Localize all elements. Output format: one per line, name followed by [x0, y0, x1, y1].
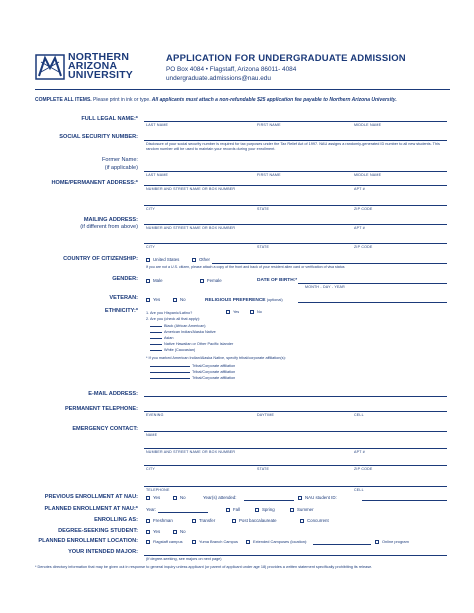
degree-yes-label: Yes — [153, 529, 161, 534]
ssn-input[interactable] — [144, 140, 447, 141]
footnote: * Denotes directory information that may be given out in response to general inquiry unless applicant (or parent of applicant under age 18) provides a written statement specifically prohibiting its release. — [35, 565, 373, 569]
veteran-no-label: No — [180, 297, 186, 302]
degree-yes-option[interactable] — [146, 529, 160, 534]
instructions-normal: Please print in ink or type. — [91, 97, 151, 103]
emergency-state-label: STATE — [257, 467, 270, 471]
tribal-list — [150, 363, 235, 381]
prev-yes-option[interactable] — [146, 495, 160, 500]
year-label: Year: — [146, 507, 157, 512]
prev-no-label: No — [180, 495, 186, 500]
loc-online-label: Online program — [382, 539, 409, 544]
tribal-label: Tribal/Corporate affiliation — [192, 364, 236, 368]
hispanic-no-label: No — [257, 310, 262, 314]
checkbox-icon — [173, 496, 177, 500]
checkbox-icon — [146, 298, 150, 302]
citizenship-other-option[interactable] — [192, 257, 210, 262]
univ-line-3: UNIVERSITY — [68, 69, 134, 81]
checkbox-icon — [146, 496, 150, 500]
race-blank — [150, 338, 162, 339]
gender-female-label: Female — [207, 278, 222, 283]
tel-cell-label: CELL — [354, 413, 364, 417]
emergency-city-label: CITY — [146, 467, 155, 471]
telephone-input[interactable] — [144, 411, 447, 412]
mailing-address-label: MAILING ADDRESS: — [83, 217, 138, 223]
tel-evening-label: EVENING — [146, 413, 164, 417]
former-name-label: Former Name: — [101, 157, 138, 163]
instructions-emphasis: All applicants must attach a non-refundable $25 application fee payable to Northern Arizona University. — [150, 97, 397, 103]
religious-title: RELIGIOUS PREFERENCE — [205, 298, 266, 303]
degree-seeking-label: DEGREE-SEEKING STUDENT: — [58, 528, 138, 534]
emergency-name-input[interactable] — [144, 431, 447, 432]
tribal-blank — [150, 366, 190, 367]
checkbox-icon — [298, 496, 302, 500]
former-last-label: LAST NAME — [146, 173, 169, 177]
enroll-concurrent-label: Concurrent — [307, 518, 329, 523]
dob-input[interactable] — [298, 283, 447, 284]
mail-city-input[interactable] — [144, 243, 447, 244]
tribal-label: Tribal/Corporate affiliation — [192, 370, 236, 374]
tribal-blank — [150, 372, 190, 373]
term-spring-label: Spring — [262, 507, 275, 512]
religious-input[interactable] — [298, 302, 447, 303]
enroll-transfer-option[interactable] — [192, 518, 215, 523]
former-middle-label: MIDDLE NAME — [354, 173, 382, 177]
loc-extended-option[interactable] — [246, 539, 307, 544]
mail-apt-label: APT # — [354, 226, 365, 230]
ethnicity-q1 — [146, 311, 192, 316]
loc-yuma-label: Yuma Branch Campus — [199, 539, 238, 544]
veteran-no-option[interactable] — [173, 297, 186, 302]
checkbox-icon — [146, 540, 150, 544]
tribal-question — [146, 356, 286, 361]
univ-line-1: NORTHERN — [68, 51, 130, 63]
emergency-label: EMERGENCY CONTACT: — [72, 426, 138, 432]
term-fall-option[interactable] — [226, 507, 240, 512]
gender-label: GENDER: — [112, 276, 138, 282]
prev-id-input[interactable] — [362, 500, 447, 501]
checkbox-icon — [146, 519, 150, 523]
citizenship-label: COUNTRY OF CITIZENSHIP: — [63, 256, 138, 262]
email-label: E-MAIL ADDRESS: — [88, 391, 138, 397]
former-name-input[interactable] — [144, 171, 447, 172]
term-fall-label: Fall — [233, 507, 241, 512]
dob-format-label: MONTH - DAY - YEAR — [305, 285, 345, 289]
legal-name-label: FULL LEGAL NAME:* — [81, 116, 138, 122]
race-blank — [150, 344, 162, 345]
enroll-post-option[interactable] — [232, 518, 277, 523]
checkbox-icon — [375, 540, 379, 544]
citizenship-other-input[interactable] — [212, 263, 447, 264]
home-city-label: CITY — [146, 207, 155, 211]
telephone-label: PERMANENT TELEPHONE: — [64, 406, 138, 412]
checkbox-icon — [146, 530, 150, 534]
univ-line-2: ARIZONA — [68, 60, 118, 72]
postal-address: PO Box 4084 • Flagstaff, Arizona 86011- 4084 — [166, 66, 297, 73]
major-input[interactable] — [144, 555, 447, 556]
emergency-street-input[interactable] — [144, 448, 447, 449]
citizenship-us-label: United States — [153, 257, 180, 262]
planned-location-label: PLANNED ENROLLMENT LOCATION: — [38, 538, 138, 544]
home-address-label: HOME/PERMANENT ADDRESS:* — [51, 180, 138, 186]
race-label: Black (African American) — [164, 324, 206, 328]
checkbox-icon — [232, 519, 236, 523]
veteran-label: VETERAN: — [109, 295, 138, 301]
page-title: APPLICATION FOR UNDERGRADUATE ADMISSION — [166, 53, 406, 64]
former-first-label: FIRST NAME — [257, 173, 281, 177]
checkbox-icon — [250, 310, 254, 314]
emergency-phone-input[interactable] — [144, 486, 447, 487]
legal-last-label: LAST NAME — [146, 123, 169, 127]
race-label: American Indian/Alaska Native — [164, 330, 216, 334]
prev-id-option[interactable] — [298, 495, 337, 500]
mail-state-label: STATE — [257, 245, 270, 249]
major-note: (If degree-seeking, see majors on next page) — [146, 557, 222, 561]
legal-first-label: FIRST NAME — [257, 123, 281, 127]
home-city-input[interactable] — [144, 205, 447, 206]
gender-male-label: Male — [153, 278, 163, 283]
religious-label — [205, 297, 283, 303]
loc-flagstaff-label: Flagstaff campus — [153, 539, 183, 544]
home-state-label: STATE — [257, 207, 270, 211]
emergency-city-input[interactable] — [144, 465, 447, 466]
header-divider — [35, 89, 450, 90]
race-label: Native Hawaiian or Other Pacific Islander — [164, 342, 234, 346]
term-spring-option[interactable] — [255, 507, 275, 512]
instructions — [35, 97, 397, 103]
loc-yuma-option[interactable] — [192, 539, 238, 544]
emergency-street-label: NUMBER AND STREET NAME OR BOX NUMBER — [146, 450, 236, 454]
enroll-transfer-label: Transfer — [199, 518, 216, 523]
mail-zip-label: ZIP CODE — [354, 245, 373, 249]
checkbox-icon — [290, 508, 294, 512]
mail-city-label: CITY — [146, 245, 155, 249]
checkbox-icon — [146, 258, 150, 262]
university-name — [68, 53, 133, 80]
checkbox-icon — [173, 298, 177, 302]
checkbox-icon — [300, 519, 304, 523]
ssn-note: Disclosure of your social security number is required for tax purposes under the Tax Relief Act of 1997. NAU assigns a randomly-generated ID number to all new students. This random number will be used to maintain your records during your enrollment. — [146, 142, 440, 151]
degree-no-option[interactable] — [173, 529, 186, 534]
planned-enroll-label: PLANNED ENROLLMENT AT NAU:* — [44, 506, 138, 512]
enrolling-as-label: ENROLLING AS: — [94, 517, 138, 523]
former-name-sublabel: (if applicable) — [104, 165, 138, 171]
dob-label: DATE OF BIRTH:* — [257, 278, 298, 283]
prev-no-option[interactable] — [173, 495, 186, 500]
contact-address — [166, 65, 296, 83]
checkbox-icon — [246, 540, 250, 544]
home-street-input[interactable] — [144, 185, 447, 186]
email-input[interactable] — [144, 396, 447, 397]
emergency-apt-label: APT # — [354, 450, 365, 454]
tel-daytime-label: DAYTIME — [257, 413, 275, 417]
hispanic-no-option[interactable] — [250, 310, 262, 314]
mail-street-input[interactable] — [144, 224, 447, 225]
emergency-cell-label: CELL — [354, 488, 364, 492]
nau-logo-icon — [35, 54, 65, 80]
mail-street-label: NUMBER AND STREET NAME OR BOX NUMBER — [146, 226, 236, 230]
hispanic-yes-option[interactable] — [226, 310, 239, 314]
home-street-label: NUMBER AND STREET NAME OR BOX NUMBER — [146, 187, 236, 191]
prev-years-label: Year(s) attended: — [203, 495, 237, 500]
emergency-tel-label: TELEPHONE — [146, 488, 170, 492]
checkbox-icon — [226, 508, 230, 512]
race-list — [150, 323, 233, 353]
checkbox-icon — [192, 540, 196, 544]
race-blank — [150, 350, 162, 351]
loc-extended-input[interactable] — [313, 544, 371, 545]
race-label: White (Caucasian) — [164, 348, 196, 352]
ethnicity-q1-text: 1. Are you Hispanic/Latino? — [146, 311, 193, 315]
planned-year-input[interactable] — [158, 512, 208, 513]
enroll-freshman-option[interactable] — [146, 518, 173, 523]
tribal-blank — [150, 378, 190, 379]
major-label: YOUR INTENDED MAJOR: — [68, 549, 138, 555]
emergency-zip-label: ZIP CODE — [354, 467, 373, 471]
emergency-name-label: NAME — [146, 433, 158, 437]
race-blank — [150, 332, 162, 333]
checkbox-icon — [192, 258, 196, 262]
checkbox-icon — [255, 508, 259, 512]
tribal-label: Tribal/Corporate affiliation — [192, 376, 236, 380]
checkbox-icon — [226, 310, 230, 314]
home-apt-label: APT # — [354, 187, 365, 191]
veteran-yes-option[interactable] — [146, 297, 160, 302]
legal-middle-label: MIDDLE NAME — [354, 123, 382, 127]
checkbox-icon — [173, 530, 177, 534]
checkbox-icon — [200, 279, 204, 283]
contact-email: undergraduate.admissions@nau.edu — [166, 75, 271, 82]
prev-yes-label: Yes — [153, 495, 161, 500]
degree-no-label: No — [180, 529, 186, 534]
term-summer-option[interactable] — [290, 507, 314, 512]
tribal-row[interactable] — [150, 375, 235, 381]
race-label: Asian — [164, 336, 174, 340]
mailing-address-sublabel: (if different from above) — [80, 224, 138, 230]
prev-years-input[interactable] — [244, 500, 294, 501]
race-blank — [150, 326, 162, 327]
legal-name-input[interactable] — [144, 121, 447, 122]
tribal-question-text: If you marked American Indian/Alaska Native, specify tribal/corporate affiliation(s): — [148, 356, 286, 360]
race-option-white[interactable] — [150, 347, 233, 353]
enroll-freshman-label: Freshman — [153, 518, 173, 523]
hispanic-yes-label: Yes — [233, 310, 240, 314]
home-zip-label: ZIP CODE — [354, 207, 373, 211]
loc-online-option[interactable] — [375, 539, 409, 544]
asterisk: * — [146, 356, 149, 360]
instructions-lead: COMPLETE ALL ITEMS. — [35, 97, 92, 103]
citizenship-note: If you are not a U.S. citizen, please attach a copy of the front and back of your resident alien card or verification of visa status — [146, 265, 345, 269]
religious-optional: (optional) — [266, 298, 283, 302]
enroll-concurrent-option[interactable] — [300, 518, 329, 523]
ethnicity-q2: 2. Are you (check all that apply): — [146, 317, 201, 321]
ethnicity-label: ETHNICITY:* — [104, 308, 138, 314]
prev-id-label: NAU student ID: — [305, 495, 337, 500]
ssn-label: SOCIAL SECURITY NUMBER: — [59, 134, 138, 140]
citizenship-other-label: Other — [199, 257, 210, 262]
checkbox-icon — [146, 279, 150, 283]
gender-female-option[interactable] — [200, 278, 222, 283]
checkbox-icon — [192, 519, 196, 523]
veteran-yes-label: Yes — [153, 297, 161, 302]
citizenship-us-option[interactable] — [146, 257, 179, 262]
gender-male-option[interactable] — [146, 278, 163, 283]
loc-extended-label: Extended Campuses (location): — [253, 539, 308, 544]
loc-flagstaff-option[interactable] — [146, 539, 183, 544]
term-summer-label: Summer — [297, 507, 314, 512]
enroll-post-label: Post baccalaureate — [239, 518, 277, 523]
prev-enroll-label: PREVIOUS ENROLLMENT AT NAU: — [44, 494, 138, 500]
